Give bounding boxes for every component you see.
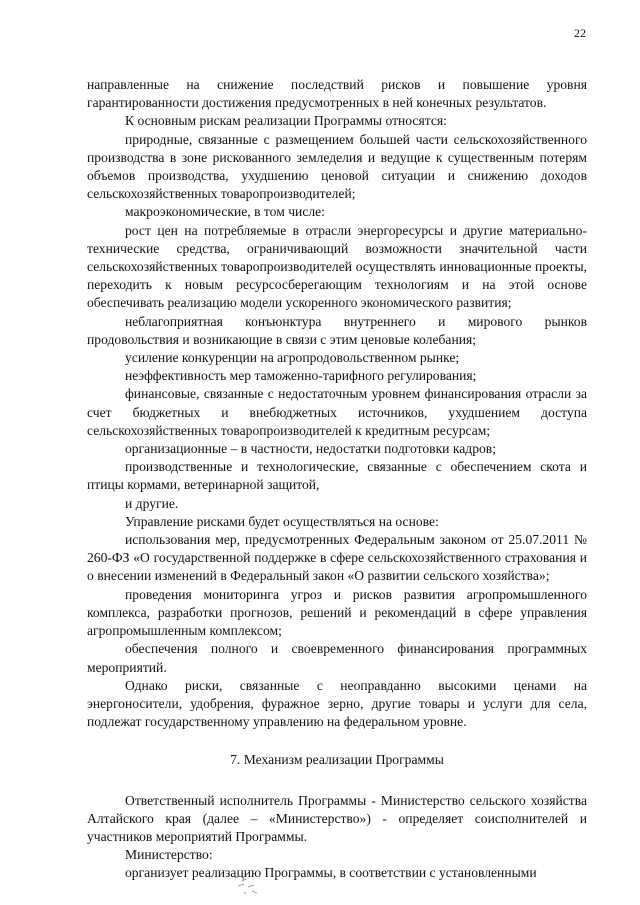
- section-heading: 7. Механизм реализации Программы: [230, 752, 444, 768]
- paragraph: Однако риски, связанные с неоправданно высокими ценами на энергоносители, удобрения, фуражное зерно, другие товары и услуги для села, подлежат государственному управлению на федеральном уровне.: [87, 677, 587, 730]
- paragraph: обеспечения полного и своевременного финансирования программных мероприятий.: [87, 641, 587, 675]
- page-number: 22: [574, 26, 586, 40]
- paragraph: неэффективность мер таможенно-тарифного регулирования;: [125, 368, 477, 384]
- paragraph: макроэкономические, в том числе:: [125, 204, 325, 220]
- document-body: [87, 76, 587, 883]
- paragraph: производственные и технологические, связанные с обеспечением скота и птицы кормами, ветеринарной защитой,: [87, 459, 587, 493]
- paragraph: и другие.: [125, 495, 179, 511]
- paragraph: природные, связанные с размещением большей части сельскохозяйственного производства в зоне рискованного земледелия и ведущие к существенным потерям объемов производства, ухудшению ценовой ситуации и снижению доходов сельскохозяйственных товаропроизводителей;: [87, 131, 587, 202]
- paragraph: Министерство:: [125, 847, 213, 863]
- scan-speck-mark: [232, 872, 262, 896]
- paragraph: организует реализацию Программы, в соответствии с установленными: [125, 865, 537, 881]
- paragraph: использования мер, предусмотренных Федеральным законом от 25.07.2011 № 260-ФЗ «О государственной поддержке в сфере сельскохозяйственного страхования и о внесении изменений в Федеральный закон «О развитии сельского хозяйства»;: [87, 532, 587, 584]
- paragraph: направленные на снижение последствий рисков и повышение уровня гарантированности достижения предусмотренных в ней конечных результатов.: [87, 77, 587, 111]
- paragraph: неблагоприятная конъюнктура внутреннего и мирового рынков продовольствия и возникающие в связи с этим ценовые колебания;: [87, 313, 587, 347]
- paragraph: усиление конкуренции на агропродовольственном рынке;: [125, 350, 460, 366]
- paragraph: финансовые, связанные с недостаточным уровнем финансирования отрасли за счет бюджетных и внебюджетных источников, ухудшением доступа сельскохозяйственных товаропроизводителей к кредитным ресурсам;: [87, 386, 587, 438]
- paragraph: проведения мониторинга угроз и рисков развития агропромышленного комплекса, разработки прогнозов, решений и рекомендаций в сфере управления агропромышленным комплексом;: [87, 586, 587, 639]
- paragraph: организационные – в частности, недостатки подготовки кадров;: [125, 441, 496, 457]
- paragraph: рост цен на потребляемые в отрасли энергоресурсы и другие материально-технические средства, ограничивающий возможности значительной части сельскохозяйственных товаропроизводителей осуществлять инновационные проекты, переходить к новым ресурсосберегающим технологиям и на этой основе обеспечивать реализацию модели ускоренного экономического развития;: [87, 222, 587, 311]
- paragraph: К основным рискам реализации Программы относятся:: [125, 113, 447, 129]
- paragraph: Ответственный исполнитель Программы - Министерство сельского хозяйства Алтайского края (далее – «Министерство») - определяет соисполнителей и участников мероприятий Программы.: [87, 792, 587, 844]
- paragraph: Управление рисками будет осуществляться на основе:: [125, 513, 439, 529]
